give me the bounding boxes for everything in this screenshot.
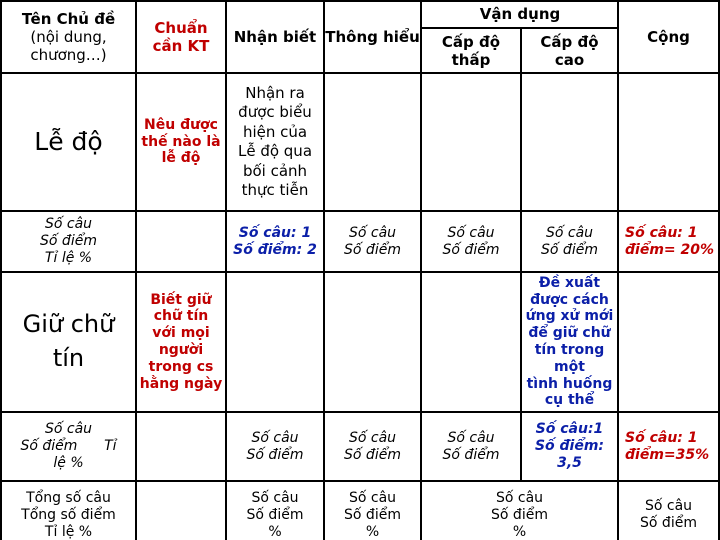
stats-apply-high-1: Số câu Số điểm <box>541 224 598 258</box>
topic-le-do: Lễ độ <box>34 127 103 156</box>
stats-apply-high-2: Số câu:1 Số điểm: 3,5 <box>534 421 605 471</box>
header-total: Cộng <box>647 28 690 46</box>
totals-apply: Số câu Số điểm % <box>491 490 548 540</box>
stats-apply-low-1: Số câu Số điểm <box>442 224 500 258</box>
header-apply: Vận dụng <box>479 4 561 23</box>
stats-understand-2: Số câu Số điểm <box>344 429 401 463</box>
header-standard: Chuẩn cần KT <box>152 19 210 55</box>
header-apply-low: Cấp độ thấp <box>441 32 501 69</box>
stats-total-1: Số câu: 1 điểm= 20% <box>625 224 715 258</box>
stats-recognize-1: Số câu: 1 Số điểm: 2 <box>233 224 317 258</box>
header-topic: Tên Chủ đề (nội dung, chương…) <box>21 10 116 64</box>
standard-le-do: Nêu được thế nào là lễ độ <box>141 116 221 167</box>
stats-label-1: Số câu Số điểm Tỉ lệ % <box>40 216 97 266</box>
header-apply-high: Cấp độ cao <box>540 32 599 69</box>
stats-apply-low-2: Số câu Số điểm <box>442 429 500 463</box>
header-recognize: Nhận biết <box>233 28 317 46</box>
stats-recognize-2: Số câu Số điểm <box>246 429 304 463</box>
totals-understand: Số câu Số điểm % <box>344 490 401 540</box>
stats-total-2: Số câu: 1 điểm=35% <box>625 429 710 463</box>
stats-understand-1: Số câu Số điểm <box>344 224 401 258</box>
topic-giu-chu-tin: Giữ chữ tín <box>22 310 115 372</box>
stats-label-2: Số câu Số điểm Tỉ lệ % <box>20 421 117 471</box>
header-understand: Thông hiểu <box>325 28 420 46</box>
apply-high-giu-chu-tin: Đề xuất được cách ứng xử mới để giữ chữ tín trong một tình huống cụ thể <box>525 274 614 409</box>
totals-total: Số câu Số điểm <box>640 498 697 531</box>
totals-recognize: Số câu Số điểm % <box>246 490 304 540</box>
recognize-le-do: Nhận ra được biểu hiện của Lễ độ qua bối cảnh thực tiễn <box>237 83 313 199</box>
standard-giu-chu-tin: Biết giữ chữ tín với mọi người trong cs hằng ngày <box>139 291 223 392</box>
totals-label: Tổng số câu Tổng số điểm Tỉ lệ % <box>21 490 116 540</box>
